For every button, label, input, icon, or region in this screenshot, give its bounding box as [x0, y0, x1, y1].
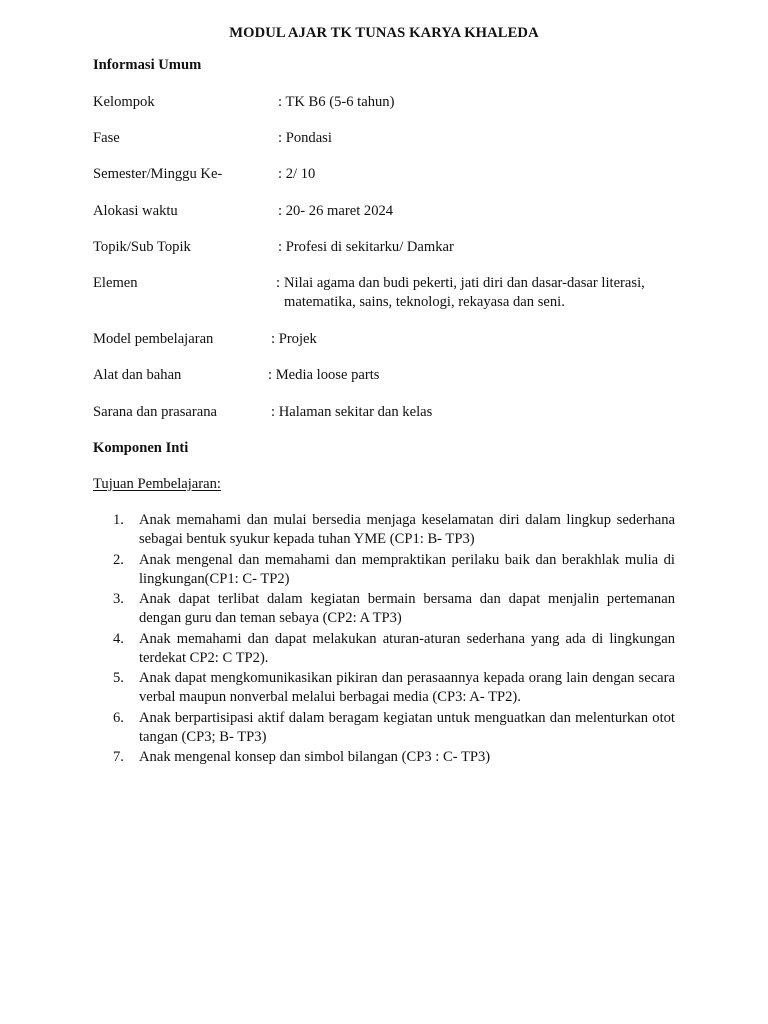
document-title: MODUL AJAR TK TUNAS KARYA KHALEDA [229, 25, 539, 41]
list-item [93, 630, 675, 668]
info-colon: : [276, 275, 281, 291]
info-label: Elemen [93, 275, 138, 291]
info-label: Kelompok [93, 94, 155, 110]
info-value: : Media loose parts [268, 367, 380, 383]
info-label: Alat dan bahan [93, 367, 182, 383]
info-label: Semester/Minggu Ke- [93, 166, 223, 182]
info-label: Alokasi waktu [93, 203, 178, 219]
info-value: : Projek [271, 331, 317, 347]
info-label: Sarana dan prasarana [93, 404, 217, 420]
list-item-text: Anak berpartisipasi aktif dalam beragam kegiatan untuk menguatkan dan melenturkan otot tangan (CP3; B- TP3) [139, 709, 675, 745]
section-heading-core: Komponen Inti [93, 440, 189, 456]
list-item [93, 590, 675, 628]
list-item-number: 3. [113, 591, 124, 607]
section-heading-general: Informasi Umum [93, 57, 202, 73]
info-label: Model pembelajaran [93, 331, 214, 347]
list-item-text: Anak mengenal konsep dan simbol bilangan (CP3 : C- TP3) [139, 749, 491, 765]
info-label: Topik/Sub Topik [93, 239, 191, 255]
list-item-number: 4. [113, 630, 124, 647]
list-item-text: Anak memahami dan dapat melakukan aturan-aturan sederhana yang ada di lingkungan terdekat CP2: C TP2). [139, 630, 675, 666]
list-item [93, 748, 675, 767]
info-value [276, 274, 671, 312]
info-value: : Profesi di sekitarku/ Damkar [278, 239, 454, 255]
list-item-number: 2. [113, 551, 124, 568]
objectives-heading: Tujuan Pembelajaran: [93, 476, 221, 492]
list-item [93, 669, 675, 707]
info-value-line-2: matematika, sains, teknologi, rekayasa dan seni. [284, 294, 565, 310]
info-label: Fase [93, 130, 120, 146]
info-value-line-1: Nilai agama dan budi pekerti, jati diri dan dasar-dasar literasi, [284, 275, 645, 291]
list-item-number: 6. [113, 709, 124, 726]
list-item [93, 709, 675, 747]
list-item-text: Anak mengenal dan memahami dan mempraktikan perilaku baik dan berakhlak mulia di lingkungan(CP1: C- TP2) [139, 551, 675, 587]
objectives-list [93, 511, 675, 769]
info-value: : Halaman sekitar dan kelas [271, 404, 433, 420]
list-item-number: 1. [113, 512, 124, 528]
list-item-text: Anak memahami dan mulai bersedia menjaga keselamatan diri dalam lingkup sederhana sebagai bentuk syukur kepada tuhan YME (CP1: B- TP3) [139, 512, 675, 547]
list-item-number: 5. [113, 670, 124, 686]
info-value: : 20- 26 maret 2024 [278, 203, 394, 219]
list-item [93, 551, 675, 589]
list-item-text: Anak dapat mengkomunikasikan pikiran dan perasaannya kepada orang lain dengan secara verbal maupun nonverbal melalui berbagai media (CP3: A- TP2). [139, 670, 675, 705]
info-value: : Pondasi [278, 130, 332, 146]
list-item-number: 7. [113, 749, 124, 765]
list-item-text: Anak dapat terlibat dalam kegiatan bermain bersama dan dapat menjalin pertemanan dengan guru dan teman sebaya (CP2: A TP3) [139, 591, 675, 626]
info-value: : 2/ 10 [278, 166, 316, 182]
list-item [93, 511, 675, 549]
info-value: : TK B6 (5-6 tahun) [278, 94, 395, 110]
